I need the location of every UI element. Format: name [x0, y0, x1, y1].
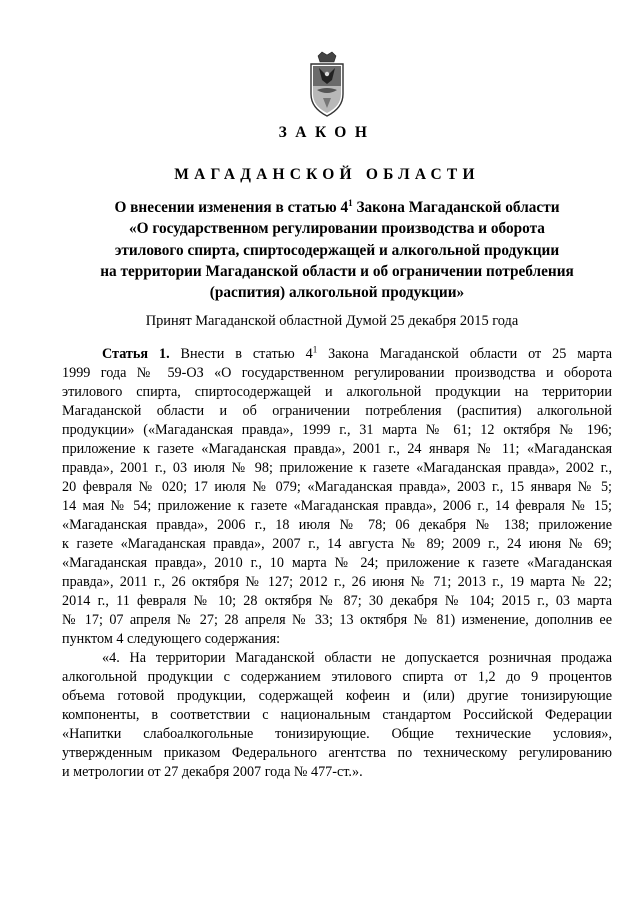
- law-heading: [62, 197, 612, 303]
- article-line: «Магаданская правда», 2010 г., 10 марта № 24; приложение к газете «Магаданская: [62, 555, 612, 571]
- article-line: к газете «Магаданская правда», 2007 г., 14 августа № 89; 2009 г., 24 июня № 69;: [62, 536, 612, 552]
- article-line: этилового спирта, спиртосодержащей и алкогольной продукции на территории: [62, 384, 612, 400]
- clause-line: и метрологии от 27 декабря 2007 года № 477-ст.».: [62, 764, 363, 780]
- article-line: 2014 г., 11 февраля № 10; 28 октября № 87; 30 декабря № 104; 2015 г., 03 марта: [62, 593, 612, 609]
- article-line: «Магаданская правда», 2006 г., 18 июля № 78; 06 декабря № 138; приложение: [62, 517, 612, 533]
- clause-line: «Напитки слабоалкогольные тонизирующие. Общие технические условия»,: [62, 726, 612, 742]
- region-title: МАГАДАНСКОЙ ОБЛАСТИ: [174, 166, 480, 183]
- adoption-note: Принят Магаданской областной Думой 25 декабря 2015 года: [145, 313, 519, 329]
- article-line: Магаданской области и об ограничении потребления (распития) алкогольной: [62, 403, 612, 419]
- heading-line: О внесении изменения в статью $4^1$ Закона Магаданской области: [114, 197, 560, 216]
- article-line: правда», 2001 г., 03 июля № 98; приложение к газете «Магаданская правда», 2002 г.,: [62, 460, 612, 476]
- article-line: № 17; 07 апреля № 27; 28 апреля № 33; 13 октября № 81) изменение, дополнив ее: [62, 612, 612, 628]
- article-line: 20 февраля № 020; 17 июля № 079; «Магаданская правда», 2003 г., 15 января № 5;: [62, 479, 612, 495]
- coat-of-arms-emblem: [305, 50, 349, 118]
- article-line: правда», 2011 г., 26 октября № 127; 2012 г., 26 июня № 71; 2013 г., 19 марта № 22;: [62, 574, 612, 590]
- article-line: 1999 года № 59-ОЗ «О государственном регулировании производства и оборота: [62, 365, 612, 381]
- clause-line: алкогольной продукции с содержанием этилового спирта от 1,2 до 9 процентов: [62, 669, 612, 685]
- article-line: продукции» («Магаданская правда», 1999 г., 31 марта № 61; 12 октября № 196;: [62, 422, 612, 438]
- heading-line: (распития) алкогольной продукции»: [209, 284, 465, 302]
- heading-line: этилового спирта, спиртосодержащей и алкогольной продукции: [114, 241, 560, 259]
- heading-line: на территории Магаданской области и об ограничении потребления: [100, 262, 574, 280]
- article-line: приложение к газете «Магаданская правда», 2001 г., 24 января № 11; «Магаданская: [62, 441, 612, 457]
- article-label: Статья 1.: [102, 346, 170, 362]
- article-line: пунктом 4 следующего содержания:: [62, 631, 281, 647]
- clause-line: объема готовой продукции, содержащей кофеин и (или) другие тонизирующие: [62, 688, 612, 704]
- clause-line: утвержденным приказом Федерального агентства по техническому регулированию: [62, 745, 612, 761]
- heading-line: «О государственном регулировании производства и оборота: [129, 220, 545, 238]
- clause-line: «4. На территории Магаданской области не допускается розничная продажа: [102, 650, 612, 666]
- clause-line: компоненты, в соответствии с национальным стандартом Российской Федерации: [62, 707, 612, 723]
- article-line: Статья 1. Внести в статью $4^1$ Закона Магаданской области от 25 марта: [102, 344, 612, 362]
- document-title: ЗАКОН: [278, 124, 376, 141]
- article-line: 14 мая № 54; приложение к газете «Магаданская правда», 2006 г., 14 февраля № 15;: [62, 498, 612, 514]
